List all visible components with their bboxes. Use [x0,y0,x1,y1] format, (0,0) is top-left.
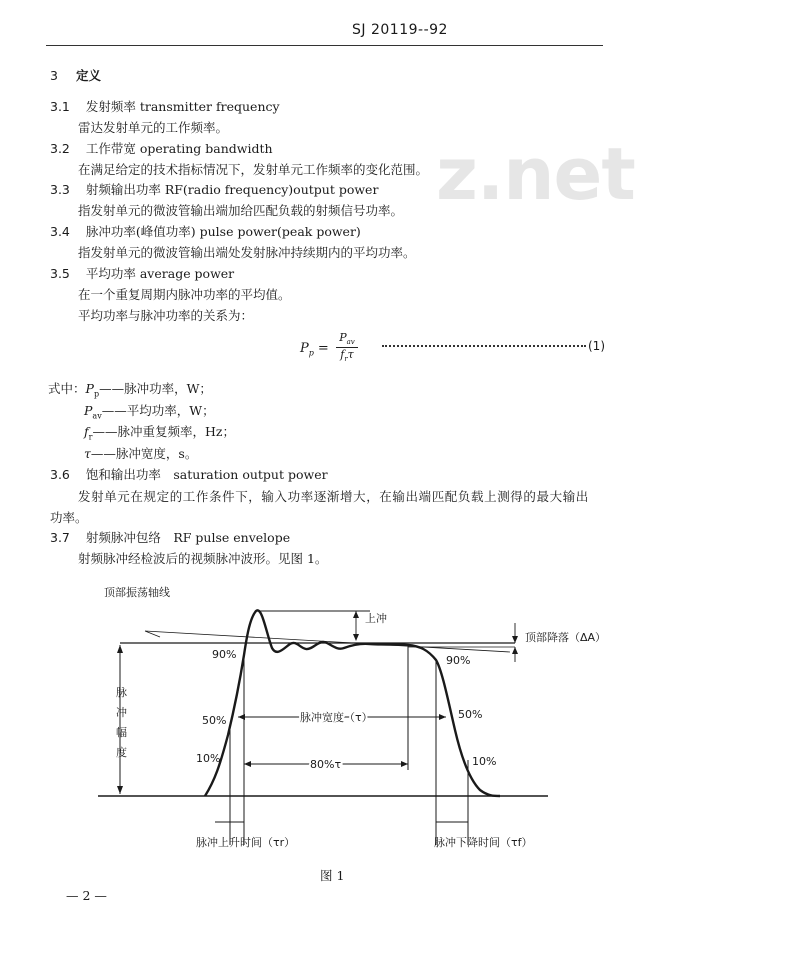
standard-number: SJ 20119--92 [352,22,448,38]
item-number: 3.3 [50,182,70,197]
item-title: 平均功率 average power [85,266,235,281]
item-title: 脉冲功率(峰值功率) pulse power(peak power) [85,224,361,239]
section-heading [50,66,101,84]
label-overshoot: 上冲 [365,612,387,625]
droop-arrowhead-bottom [512,647,518,654]
label-p10-left: 10% [196,752,221,765]
width-arrowhead-right [439,714,446,720]
section-number: 3 [50,68,58,83]
item-3-3-heading [50,180,378,198]
width80-arrowhead-right [401,761,408,767]
equation-1 [300,331,610,367]
item-title: 射频输出功率 RF(radio frequency)output power [85,182,379,197]
equation-numerator: $P_{av}$ [339,331,355,347]
watermark: z.net [436,132,635,216]
width-arrowhead-left [238,714,245,720]
item-number: 3.2 [50,141,70,156]
label-p90-left: 90% [212,648,237,661]
pulse-waveform [205,610,500,796]
header-rule [46,45,603,46]
where-line-1: 式中：$P_p——$脉冲功率，W； [48,381,212,399]
item-number: 3.4 [50,224,70,239]
equation-leader [382,337,586,347]
equation-number: (1) [588,339,605,353]
overshoot-arrowhead-top [353,611,359,618]
item-title: 发射频率 transmitter frequency [85,99,280,114]
item-number: 3.7 [50,530,70,545]
where-line-2: $P_{av}——$平均功率，W； [84,403,215,421]
where-line-4: τ——脉冲宽度，s。 [84,446,198,461]
label-fall-time: 脉冲下降时间（τf） [434,836,533,849]
droop-arrowhead-top [512,636,518,643]
item-3-7-body: 射频脉冲经检波后的视频脉冲波形。见图 1。 [78,551,328,566]
item-3-5-heading [50,264,234,282]
label-p50-left: 50% [202,714,227,727]
where-line-3: $f_r——$脉冲重复频率，Hz； [84,424,235,442]
figure-caption: 图 1 [320,868,345,883]
label-top-axis: 顶部振荡轴线 [104,586,170,599]
equation-lhs: $P_p$ = [300,341,329,358]
label-amplitude-3: 幅 [116,726,127,739]
item-3-6-heading [50,465,328,483]
item-3-5-body-1: 在一个重复周期内脉冲功率的平均值。 [78,287,291,302]
item-3-6-body-1: 发射单元在规定的工作条件下，输入功率逐渐增大，在输出端匹配负载上测得的最大输出 [78,489,589,504]
item-title: 饱和输出功率 saturation output power [85,467,328,482]
page-number: — 2 — [66,888,107,903]
label-p90-right: 90% [446,654,471,667]
label-amplitude-4: 度 [116,746,127,759]
pulse-envelope-figure [0,570,800,870]
item-title: 射频脉冲包络 RF pulse envelope [85,530,291,545]
equation-denominator: $f_r\tau$ [340,348,354,364]
item-3-4-heading [50,222,361,240]
item-3-5-body-2: 平均功率与脉冲功率的关系为： [78,308,254,323]
item-3-1-body: 雷达发射单元的工作频率。 [78,120,229,135]
amplitude-arrowhead-top [117,645,123,653]
item-3-4-body: 指发射单元的微波管输出端处发射脉冲持续期内的平均功率。 [78,245,416,260]
item-3-7-heading [50,528,290,546]
label-amplitude-2: 冲 [116,706,127,719]
top-oscillation-axis [145,631,510,652]
label-p50-right: 50% [458,708,483,721]
section-title: 定义 [75,68,101,83]
item-3-3-body: 指发射单元的微波管输出端加给匹配负载的射频信号功率。 [78,203,404,218]
item-title: 工作带宽 operating bandwidth [85,141,273,156]
amplitude-arrowhead-bottom [117,786,123,794]
item-3-1-heading [50,97,280,115]
item-number: 3.6 [50,467,70,482]
item-number: 3.1 [50,99,70,114]
label-droop: 顶部降落（ΔA） [525,631,607,644]
item-number: 3.5 [50,266,70,281]
item-3-2-body: 在满足给定的技术指标情况下，发射单元工作频率的变化范围。 [78,162,429,177]
width80-arrowhead-left [244,761,251,767]
label-pulse-width: 脉冲宽度（τ） [300,711,373,724]
label-amplitude-1: 脉 [116,686,127,699]
item-3-6-body-2: 功率。 [50,510,88,525]
label-rise-time: 脉冲上升时间（τr） [196,836,296,849]
item-3-2-heading [50,139,273,157]
label-width80: 80%τ [310,758,342,771]
label-p10-right: 10% [472,755,497,768]
overshoot-arrowhead-bottom [353,634,359,641]
